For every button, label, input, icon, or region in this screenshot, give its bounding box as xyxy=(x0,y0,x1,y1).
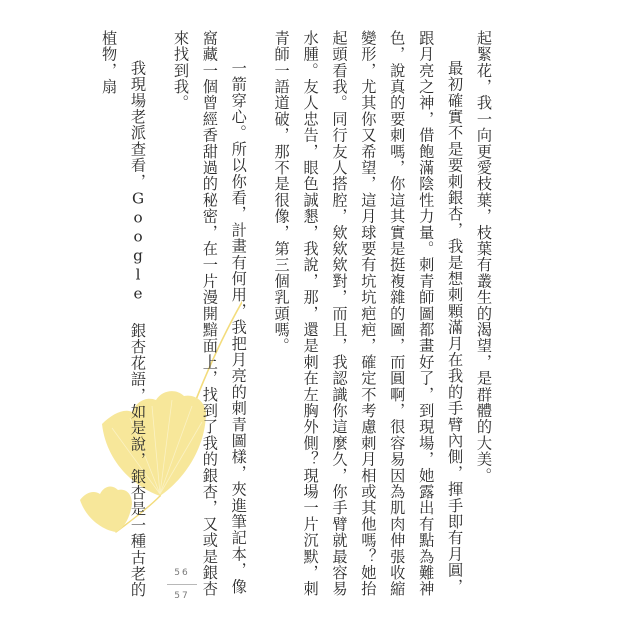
page-number-divider xyxy=(167,584,197,585)
paragraph-moon-tattoo: 最初確實不是要刺銀杏，我是想刺顆滿月在我的手臂內側，揮手即有月圓，跟月亮之神，借飽滿陰性力量。刺青師圖都畫好了，到現場，她露出有點為難神色，說真的要刺嗎，你這其實是挺複雜的圖，而圓啊，很容易因為肌肉伸張收縮變形，尤其你又希望，這月球要有坑坑疤疤，確定不考慮刺月相或其他嗎？她抬起頭看我。同行友人搭腔，欸欸欸對，而且，我認識你這麼久，你手臂就最容易水腫。友人忠告，眼色誠懇，我說，那，還是刺在左胸外側？現場一片沉默，刺青師一語道破，那不是很像，第三個乳頭嗎。 xyxy=(272,30,465,597)
paragraph-flower-language: 我現場老派查看，Google 銀杏花語，如是說，銀杏是一種古老的植物，扇 xyxy=(100,30,148,599)
paragraph-one-arrow: 一箭穿心。所以你看，計畫有何用，我把月亮的刺青圖樣，夾進筆記本，像窩藏一個曾經香甜過的秘密，在一片漫開黯面上，找到了我的銀杏，又或是銀杏來找到我。 xyxy=(171,30,248,597)
paragraph-fragment-opening: 起緊花，我一向更愛枝葉，枝葉有叢生的渴望，是群體的大美。 xyxy=(475,30,493,484)
right-page-number: 57 xyxy=(174,591,190,601)
left-page-number: 56 xyxy=(174,568,190,578)
vertical-body-text xyxy=(80,30,498,600)
page-numbers xyxy=(162,566,202,603)
